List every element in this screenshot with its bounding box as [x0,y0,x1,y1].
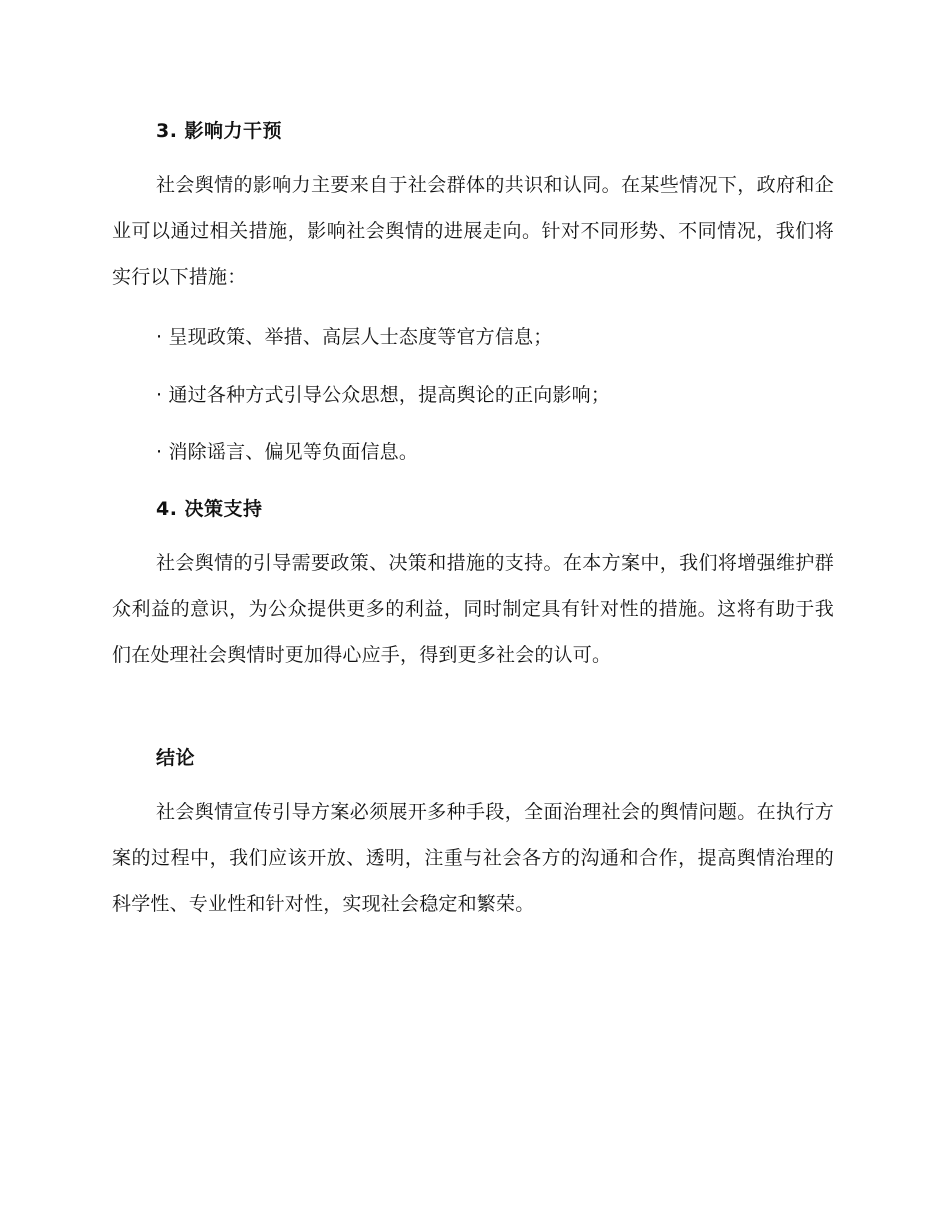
section-heading-decision: 4. 决策支持 [156,498,263,520]
bullet-item-official-info: · 呈现政策、举措、高层人士态度等官方信息； [156,326,553,348]
section-heading-conclusion: 结论 [156,747,196,769]
section-heading-influence: 3. 影响力干预 [156,120,283,142]
bullet-item-guide-public: · 通过各种方式引导公众思想，提高舆论的正向影响； [156,384,611,406]
bullet-item-eliminate-rumors: · 消除谣言、偏见等负面信息。 [156,441,419,463]
paragraph-conclusion: 社会舆情宣传引导方案必须展开多种手段，全面治理社会的舆情问题。在执行方案的过程中，我们应该开放、透明，注重与社会各方的沟通和合作，提高舆情治理的科学性、专业性和针对性，实现社会稳定和繁荣。 [112,801,834,915]
paragraph-decision: 社会舆情的引导需要政策、决策和措施的支持。在本方案中，我们将增强维护群众利益的意识，为公众提供更多的利益，同时制定具有针对性的措施。这将有助于我们在处理社会舆情时更加得心应手，得到更多社会的认可。 [112,552,834,666]
paragraph-influence: 社会舆情的影响力主要来自于社会群体的共识和认同。在某些情况下，政府和企业可以通过相关措施，影响社会舆情的进展走向。针对不同形势、不同情况，我们将实行以下措施： [112,174,834,288]
